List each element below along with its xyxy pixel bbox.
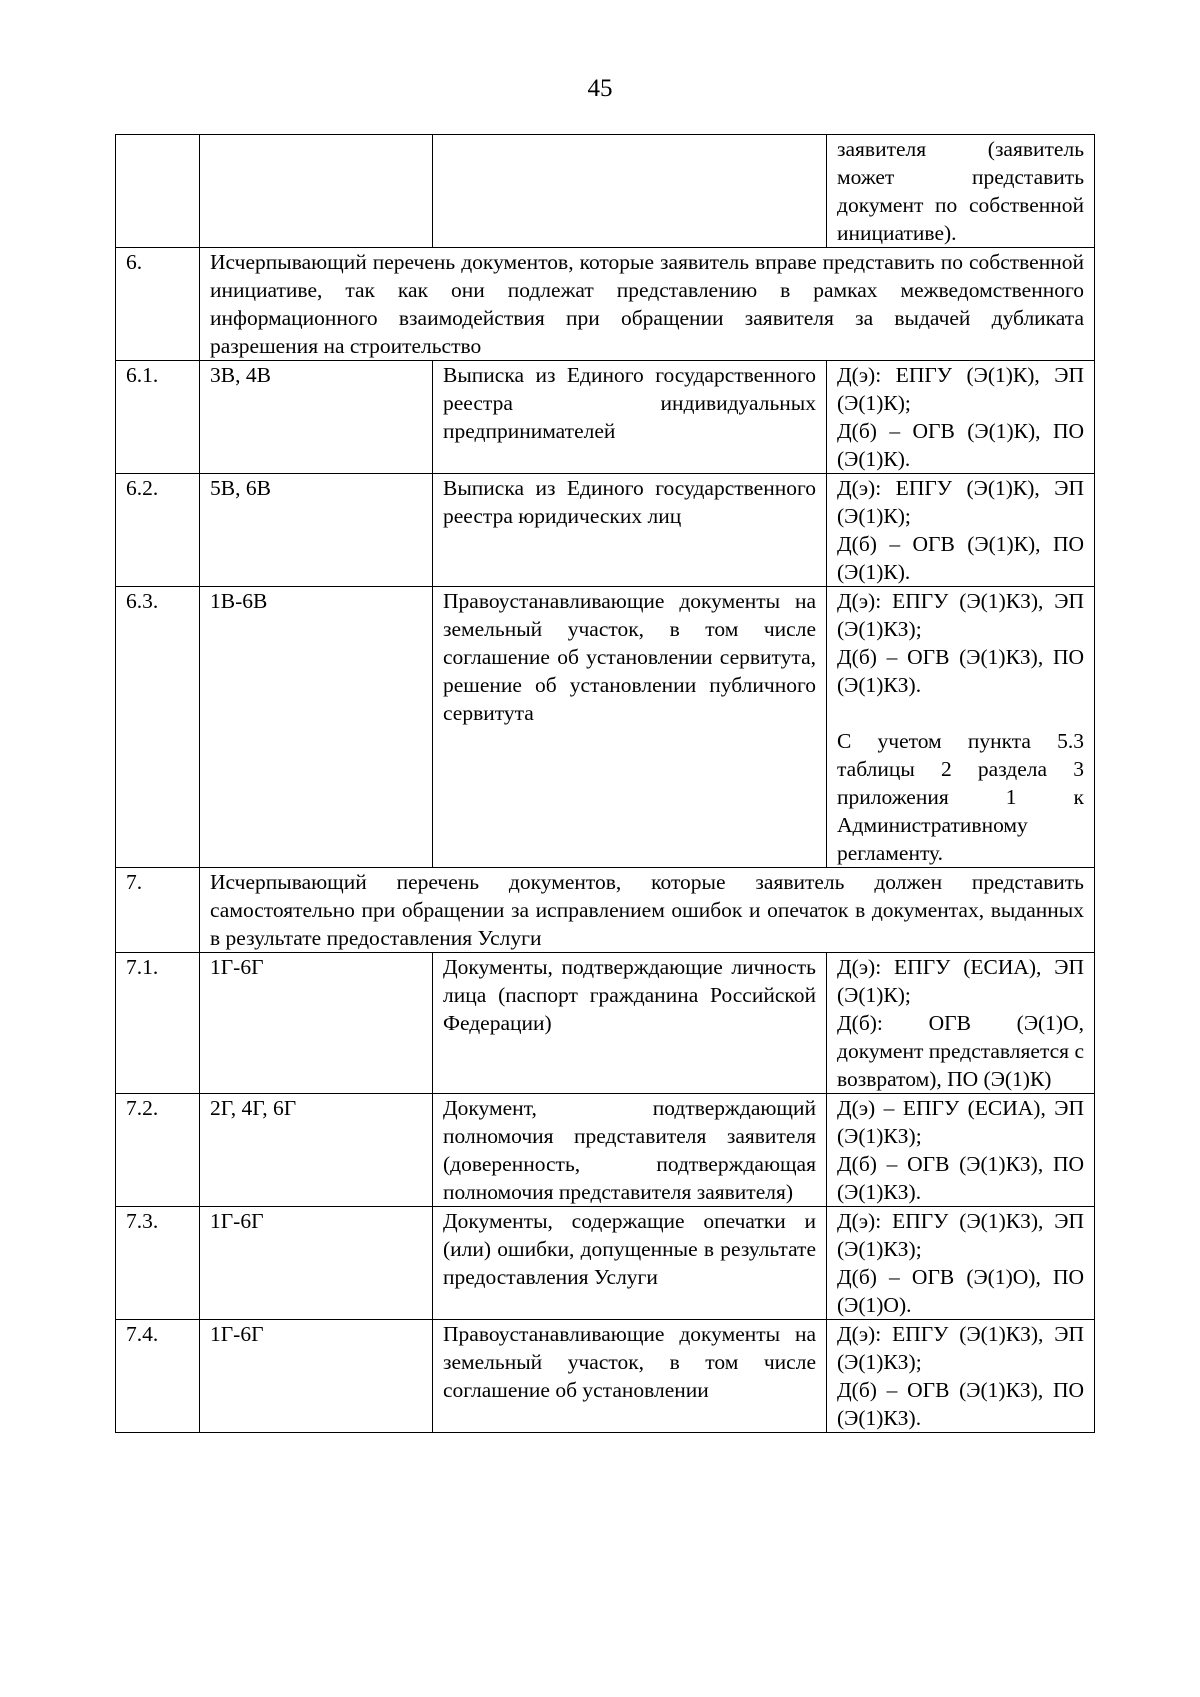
codes-cell: 1Г-6Г [200,953,433,1094]
document-cell: Документы, содержащие опечатки и (или) ошибки, допущенные в результате предоставления Услуги [433,1207,827,1320]
method-cell: заявителя (заявитель может представить документ по собственной инициативе). [827,135,1095,248]
document-cell [433,135,827,248]
codes-cell: 3В, 4В [200,361,433,474]
method-paper: Д(б): ОГВ (Э(1)О, документ представляется с возвратом), ПО (Э(1)К) [837,1011,1084,1091]
method-electronic: Д(э) – ЕПГУ (ЕСИА), ЭП (Э(1)КЗ); [837,1096,1084,1148]
table-row [116,361,1095,474]
section-heading: Исчерпывающий перечень документов, которые заявитель вправе представить по собственной инициативе, так как они подлежат представлению в рамках межведомственного информационного взаимодействия при обращении заявителя за выдачей дубликата разрешения на строительство [200,248,1095,361]
method-electronic: Д(э): ЕПГУ (Э(1)КЗ), ЭП (Э(1)КЗ); [837,1322,1084,1374]
codes-cell: 1Г-6Г [200,1320,433,1433]
document-cell: Выписка из Единого государственного реестра юридических лиц [433,474,827,587]
method-cell [827,1320,1095,1433]
document-cell: Документ, подтверждающий полномочия представителя заявителя (доверенность, подтверждающая полномочия представителя заявителя) [433,1094,827,1207]
method-electronic: Д(э): ЕПГУ (Э(1)КЗ), ЭП (Э(1)КЗ); [837,589,1084,641]
method-cell [827,1094,1095,1207]
codes-cell: 5В, 6В [200,474,433,587]
method-cell [827,953,1095,1094]
section-heading-row [116,248,1095,361]
document-cell: Правоустанавливающие документы на земельный участок, в том числе соглашение об установлении [433,1320,827,1433]
table-row [116,953,1095,1094]
codes-cell [200,135,433,248]
row-number-cell: 7.1. [116,953,200,1094]
method-paper: Д(б) – ОГВ (Э(1)КЗ), ПО (Э(1)КЗ). [837,645,1084,697]
section-number: 7. [116,868,200,953]
method-paper: Д(б) – ОГВ (Э(1)КЗ), ПО (Э(1)КЗ). [837,1378,1084,1430]
row-number-cell [116,135,200,248]
row-number-cell: 6.2. [116,474,200,587]
method-cell [827,474,1095,587]
row-number-cell: 7.2. [116,1094,200,1207]
section-number: 6. [116,248,200,361]
method-cell [827,587,1095,868]
table-row [116,1094,1095,1207]
codes-cell: 1Г-6Г [200,1207,433,1320]
document-cell: Правоустанавливающие документы на земельный участок, в том числе соглашение об установлении сервитута, решение об установлении публичного сервитута [433,587,827,868]
table-row [116,135,1095,248]
method-cell [827,361,1095,474]
method-paper: Д(б) – ОГВ (Э(1)К), ПО (Э(1)К). [837,419,1084,471]
section-heading: Исчерпывающий перечень документов, которые заявитель должен представить самостоятельно при обращении за исправлением ошибок и опечаток в документах, выданных в результате предоставления Услуги [200,868,1095,953]
method-paper: Д(б) – ОГВ (Э(1)КЗ), ПО (Э(1)КЗ). [837,1152,1084,1204]
method-electronic: Д(э): ЕПГУ (ЕСИА), ЭП (Э(1)К); [837,955,1084,1007]
method-electronic: Д(э): ЕПГУ (Э(1)КЗ), ЭП (Э(1)КЗ); [837,1209,1084,1261]
row-number-cell: 6.3. [116,587,200,868]
table-row [116,474,1095,587]
table-row [116,587,1095,868]
section-heading-row [116,868,1095,953]
method-electronic: Д(э): ЕПГУ (Э(1)К), ЭП (Э(1)К); [837,363,1084,415]
row-number-cell: 7.3. [116,1207,200,1320]
method-paper: Д(б) – ОГВ (Э(1)О), ПО (Э(1)О). [837,1265,1084,1317]
codes-cell: 2Г, 4Г, 6Г [200,1094,433,1207]
codes-cell: 1В-6В [200,587,433,868]
document-cell: Документы, подтверждающие личность лица (паспорт гражданина Российской Федерации) [433,953,827,1094]
method-electronic: Д(э): ЕПГУ (Э(1)К), ЭП (Э(1)К); [837,476,1084,528]
page-number: 45 [587,75,613,102]
method-paper: Д(б) – ОГВ (Э(1)К), ПО (Э(1)К). [837,532,1084,584]
table-row [116,1207,1095,1320]
method-cell [827,1207,1095,1320]
documents-table [115,134,1095,1433]
row-number-cell: 6.1. [116,361,200,474]
table-row [116,1320,1095,1433]
row-number-cell: 7.4. [116,1320,200,1433]
method-note: С учетом пункта 5.3 таблицы 2 раздела 3 приложения 1 к Административному регламенту. [837,729,1084,865]
document-cell: Выписка из Единого государственного реестра индивидуальных предпринимателей [433,361,827,474]
